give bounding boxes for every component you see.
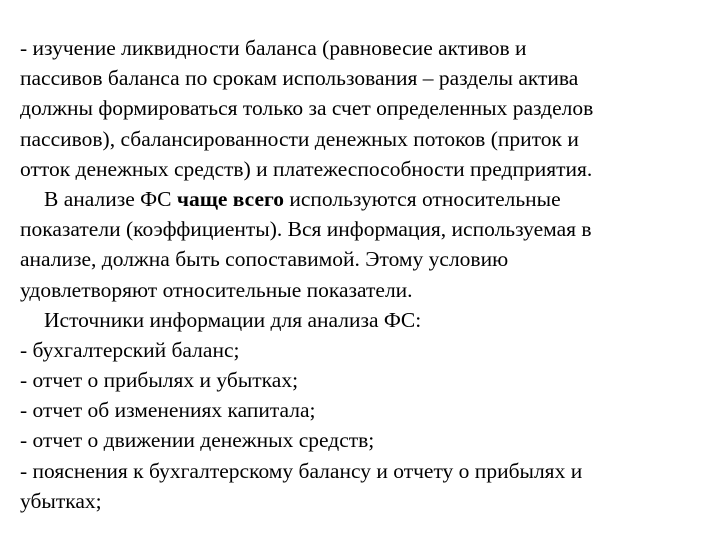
text-line: пассивов), сбалансированности денежных потоков (приток и: [20, 126, 579, 151]
text-line: - изучение ликвидности баланса (равновесие активов и: [20, 36, 527, 60]
list-item: - отчет о прибылях и убытках;: [20, 368, 299, 393]
text-fragment: В анализе ФС: [44, 186, 177, 211]
text-line: анализе, должна быть сопоставимой. Этому условию: [20, 247, 509, 272]
list-item: - отчет о движении денежных средств;: [20, 428, 375, 453]
text-fragment: используются относительные: [284, 186, 561, 211]
list-item: - пояснения к бухгалтерскому балансу и отчету о прибылях и: [20, 458, 583, 483]
list-item: - бухгалтерский баланс;: [20, 337, 240, 362]
text-line: удовлетворяют относительные показатели.: [20, 277, 413, 302]
text-line: отток денежных средств) и платежеспособности предприятия.: [20, 156, 593, 181]
paragraph-intro-line: [20, 184, 700, 214]
list-item: - отчет об изменениях капитала;: [20, 398, 316, 423]
sources-heading: Источники информации для анализа ФС:: [44, 307, 422, 332]
text-line: должны формироваться только за счет определенных разделов: [20, 96, 594, 121]
list-item: убытках;: [20, 488, 102, 513]
text-line: пассивов баланса по срокам использования – разделы актива: [20, 66, 579, 91]
bold-emphasis: чаще всего: [176, 186, 284, 211]
slide-text-body: [20, 33, 700, 516]
text-line: показатели (коэффициенты). Вся информация, используемая в: [20, 217, 592, 242]
